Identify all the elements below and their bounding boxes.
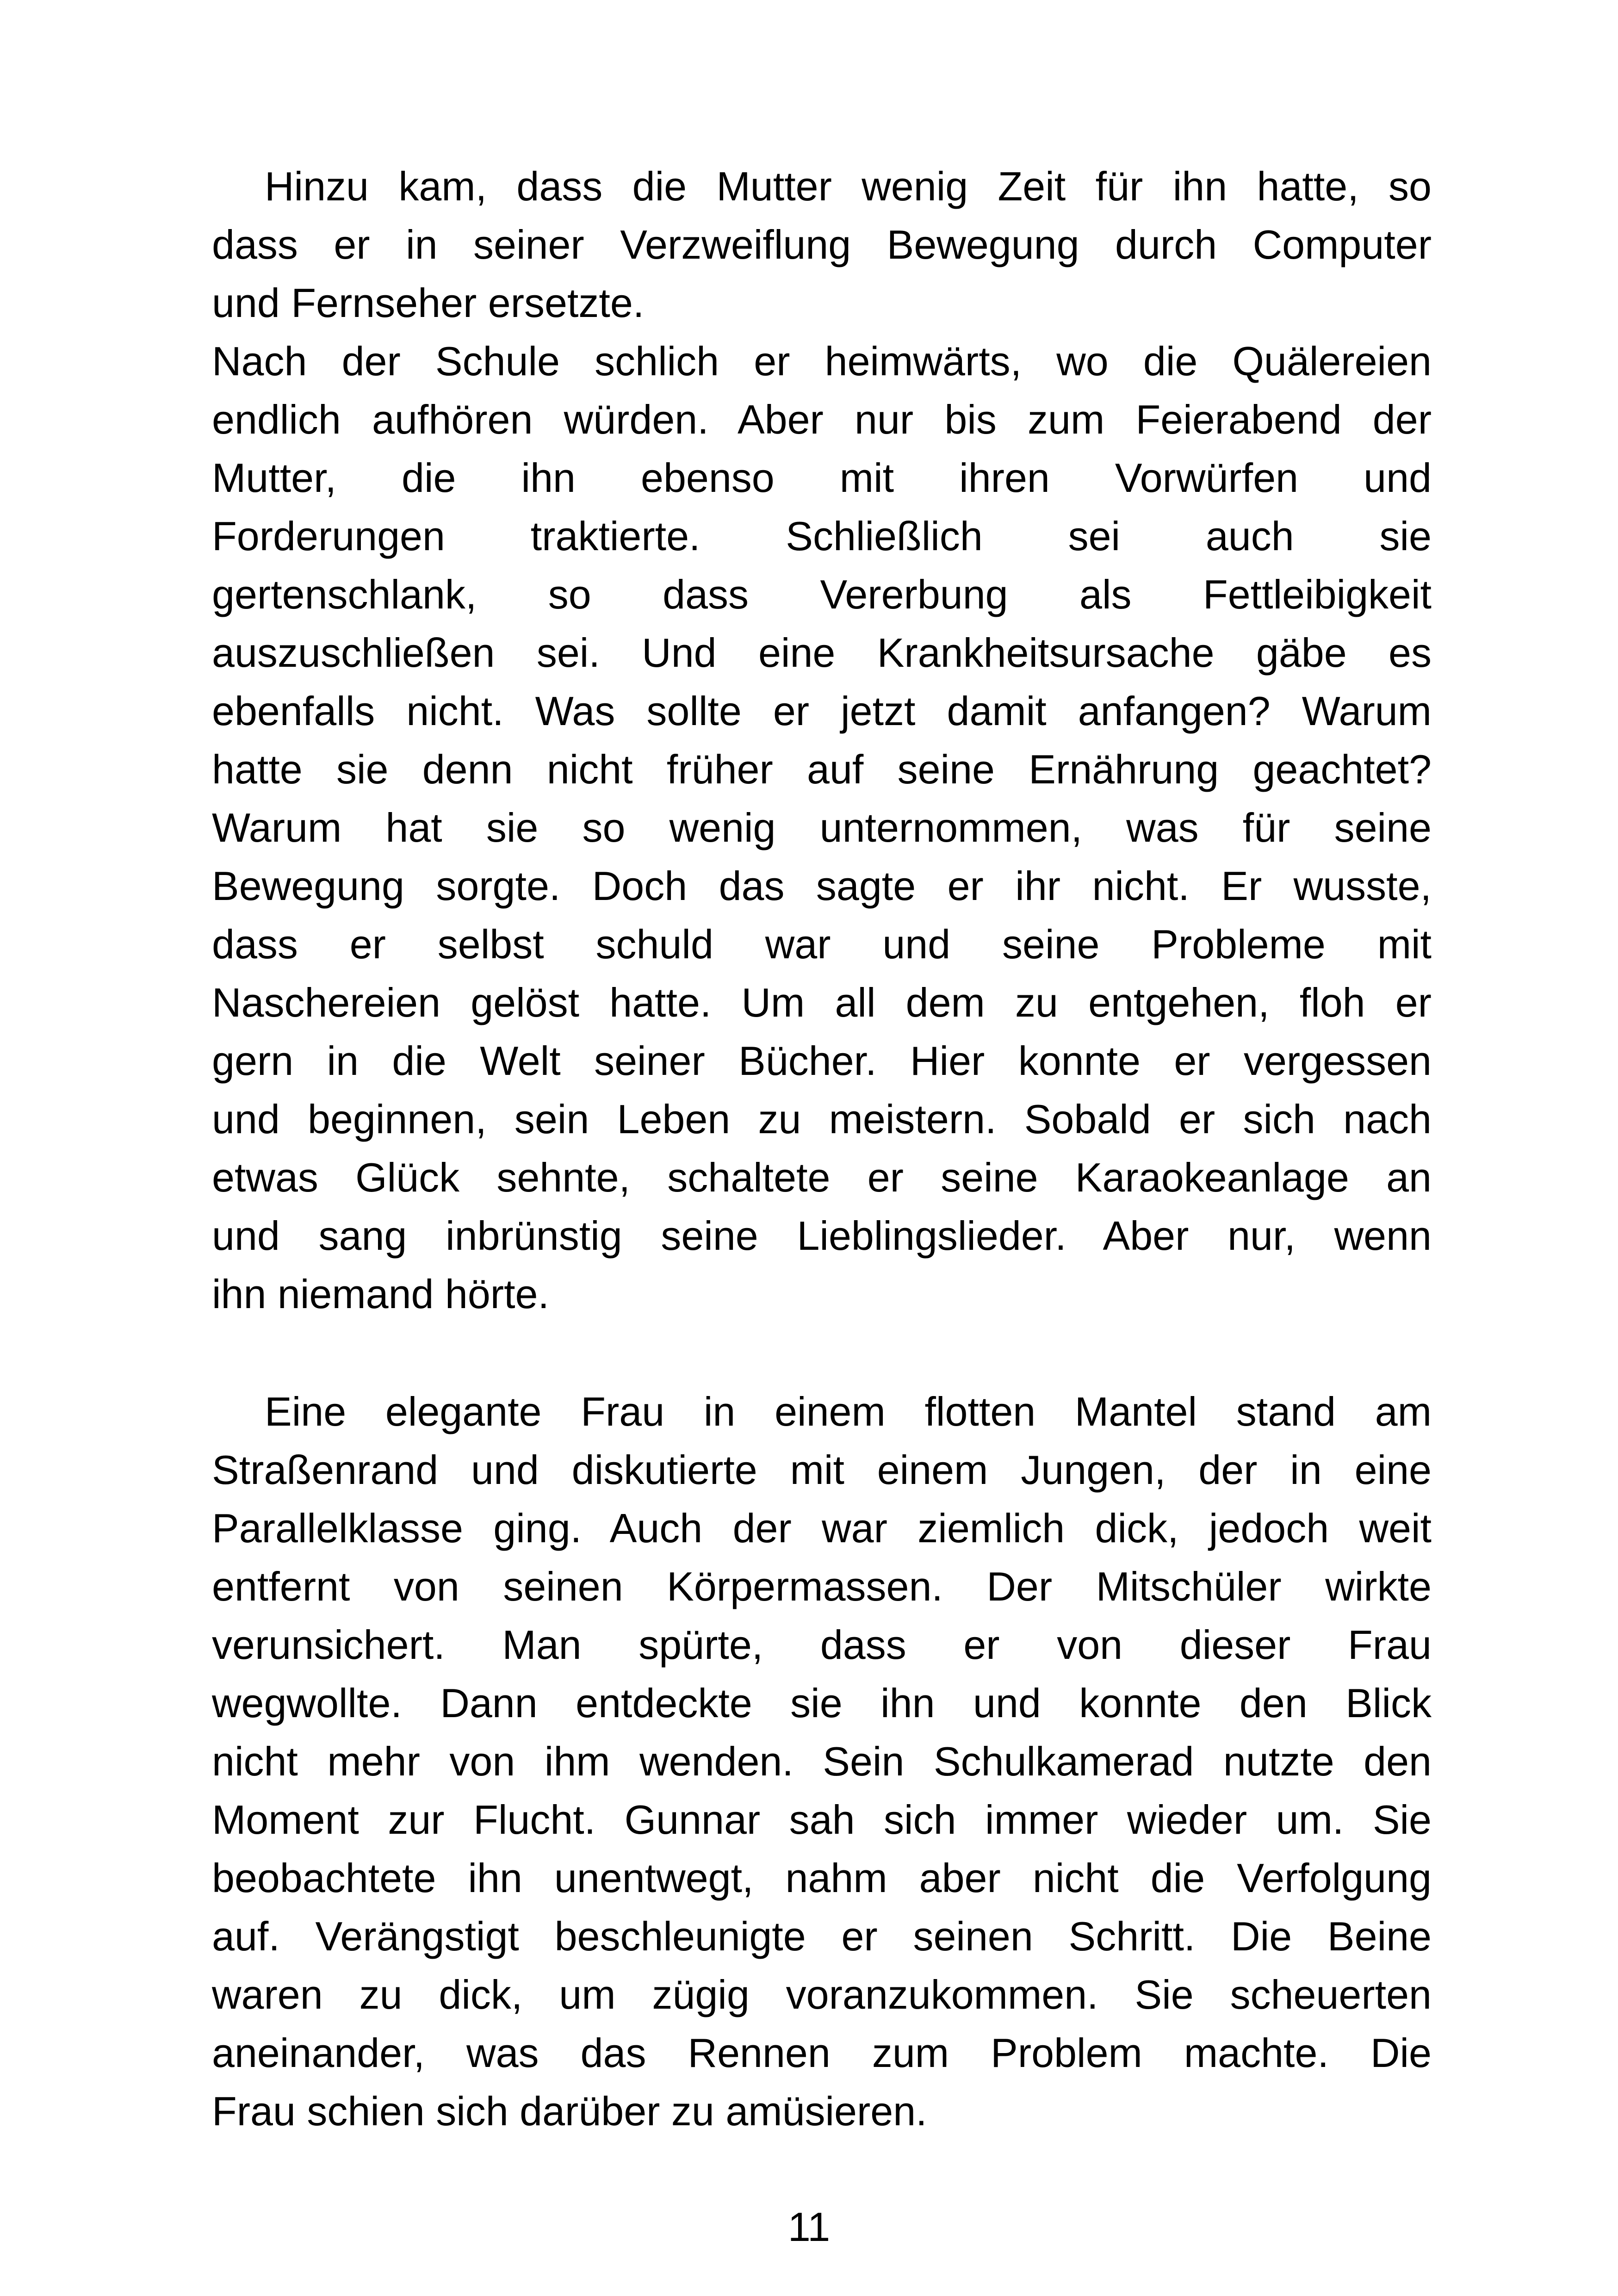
text-line: etwas Glück sehnte, schaltete er seine Karaokeanlage an [212,1154,1432,1200]
text-line: auszuschließen sei. Und eine Krankheitsursache gäbe es [212,630,1432,676]
text-line: auf. Verängstigt beschleunigte er seinen Schritt. Die Beine [212,1913,1432,1959]
text-line: waren zu dick, um zügig voranzukommen. Sie scheuerten [212,1972,1432,2017]
text-line: und beginnen, sein Leben zu meistern. Sobald er sich nach [212,1096,1432,1142]
text-line: Eine elegante Frau in einem flotten Mantel stand am [265,1389,1432,1434]
text-line: nicht mehr von ihm wenden. Sein Schulkamerad nutzte den [212,1738,1432,1784]
text-line: Parallelklasse ging. Auch der war ziemlich dick, jedoch weit [212,1505,1432,1551]
text-line: entfernt von seinen Körpermassen. Der Mitschüler wirkte [212,1564,1432,1609]
text-line: dass er selbst schuld war und seine Probleme mit [212,921,1432,967]
text-line: Forderungen traktierte. Schließlich sei auch sie [212,513,1432,559]
paragraph-1 [212,157,1432,1323]
text-line: Warum hat sie so wenig unternommen, was für seine [212,805,1432,850]
text-line: dass er in seiner Verzweiflung Bewegung durch Computer [212,222,1432,267]
text-line: Bewegung sorgte. Doch das sagte er ihr nicht. Er wusste, [212,863,1432,909]
text-line: Mutter, die ihn ebenso mit ihren Vorwürfen und [212,455,1432,501]
text-line: Straßenrand und diskutierte mit einem Jungen, der in eine [212,1447,1432,1493]
text-line: ebenfalls nicht. Was sollte er jetzt damit anfangen? Warum [212,688,1432,734]
text-line: gertenschlank, so dass Vererbung als Fettleibigkeit [212,571,1432,617]
text-line: Nach der Schule schlich er heimwärts, wo die Quälereien [212,338,1432,384]
text-line: und sang inbrünstig seine Lieblingslieder. Aber nur, wenn [212,1213,1432,1259]
text-line: ihn niemand hörte. [212,1271,549,1317]
text-line: gern in die Welt seiner Bücher. Hier konnte er vergessen [212,1038,1432,1084]
text-line: Hinzu kam, dass die Mutter wenig Zeit für ihn hatte, so [265,163,1432,209]
text-line: und Fernseher ersetzte. [212,280,645,326]
text-line: aneinander, was das Rennen zum Problem machte. Die [212,2030,1432,2076]
text-line: Naschereien gelöst hatte. Um all dem zu entgehen, floh er [212,980,1432,1025]
text-line: Moment zur Flucht. Gunnar sah sich immer wieder um. Sie [212,1797,1432,1843]
paragraph-2 [212,1383,1432,2141]
text-line: verunsichert. Man spürte, dass er von dieser Frau [212,1622,1432,1668]
text-line: wegwollte. Dann entdeckte sie ihn und konnte den Blick [212,1680,1432,1726]
text-line: beobachtete ihn unentwegt, nahm aber nicht die Verfolgung [212,1855,1432,1901]
page-number: 11 [787,2204,831,2250]
text-line: endlich aufhören würden. Aber nur bis zum Feierabend der [212,397,1432,442]
text-line: Frau schien sich darüber zu amüsieren. [212,2088,927,2134]
text-line: hatte sie denn nicht früher auf seine Ernährung geachtet? [212,746,1432,792]
